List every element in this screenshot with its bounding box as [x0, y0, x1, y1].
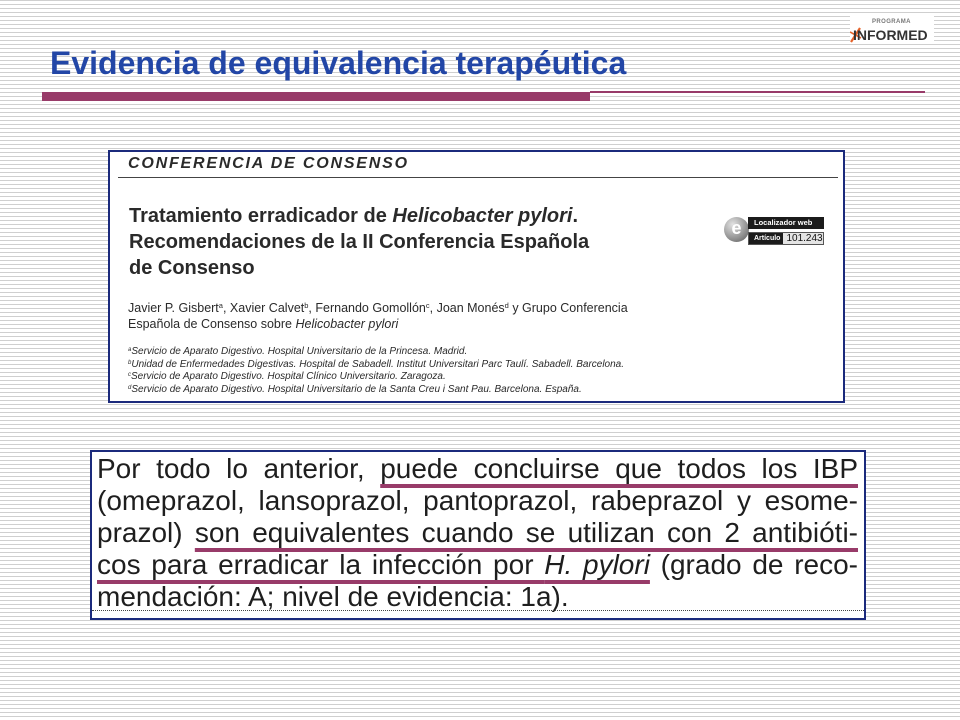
section-divider	[118, 177, 838, 178]
author-group: Grupo Conferencia	[522, 301, 628, 315]
author-group: Española de Consenso sobre	[128, 317, 296, 331]
article-title-species: Helicobacter pylori	[392, 205, 573, 227]
web-locator-article	[748, 232, 824, 245]
author-separator: y	[508, 301, 523, 315]
authors-line	[128, 300, 628, 316]
title-accent-bar	[42, 92, 590, 101]
title-accent-line	[590, 91, 925, 93]
recommendation-quote	[90, 450, 866, 620]
quote-text-plain: Por todo lo anterior,	[97, 453, 381, 484]
article-title-line	[129, 203, 589, 229]
affiliation-text: Servicio de Aparato Digestivo. Hospital Universitario de la Santa Creu i Sant Pau. Barcelona. España.	[131, 383, 582, 395]
quote-line	[97, 517, 858, 549]
article-authors	[128, 300, 628, 332]
affiliation-item	[128, 384, 624, 397]
quote-line	[97, 453, 858, 485]
authors-line	[128, 316, 628, 332]
quote-line: mendación: A; nivel de evidencia: 1a).	[97, 581, 569, 612]
quote-highlight: cos para erradicar la infección por	[97, 549, 545, 580]
article-header-excerpt	[108, 150, 845, 403]
quote-text	[97, 453, 858, 613]
quote-text-plain: prazol)	[97, 517, 195, 548]
article-title-line: de Consenso	[129, 257, 255, 279]
web-locator-label: Localizador web	[748, 217, 824, 229]
author-affiliation-mark: b	[304, 301, 309, 310]
author-name: Xavier Calvet	[229, 301, 305, 315]
author-affiliation-mark: d	[504, 301, 509, 310]
author-separator: ,	[308, 301, 316, 315]
article-title-line: Recomendaciones de la II Conferencia Española	[129, 231, 590, 253]
affiliation-item	[128, 359, 624, 372]
affiliation-mark: c	[128, 372, 131, 379]
author-separator: ,	[222, 301, 230, 315]
author-group-species: Helicobacter pylori	[295, 317, 399, 331]
article-label: Artículo	[749, 233, 783, 244]
author-affiliation-mark: a	[218, 301, 223, 310]
article-section-heading: CONFERENCIA DE CONSENSO	[128, 155, 409, 172]
logo-brand-text: INFORMED	[853, 27, 928, 43]
article-title-period: .	[572, 205, 579, 227]
web-locator-glyph: e	[731, 218, 742, 238]
web-locator-badge	[724, 214, 828, 246]
article-number: 101.243	[786, 233, 823, 244]
author-separator: ,	[429, 301, 437, 315]
affiliation-item	[128, 371, 624, 384]
affiliation-text: Servicio de Aparato Digestivo. Hospital Universitario de la Princesa. Madrid.	[131, 346, 468, 357]
affiliation-mark: d	[128, 384, 132, 391]
quote-highlight: puede concluirse que todos los IBP	[380, 453, 858, 484]
affiliations-list	[128, 346, 624, 396]
slide-title: Evidencia de equivalencia terapéutica	[50, 45, 627, 81]
quote-line: (omeprazol, lansoprazol, pantoprazol, rabeprazol y esome-	[97, 485, 858, 516]
logo-program-text: PROGRAMA	[872, 19, 911, 25]
author-name: Javier P. Gisbert	[128, 301, 219, 315]
affiliation-mark: b	[128, 359, 132, 366]
web-locator-icon	[724, 217, 749, 242]
quote-highlight: son equivalentes cuando se utilizan con 2 antibióti-	[194, 517, 858, 548]
quote-highlight-species: H. pylori	[544, 549, 650, 580]
article-title-text: Tratamiento erradicador de	[129, 205, 393, 227]
affiliation-text: Unidad de Enfermedades Digestivas. Hospital de Sabadell. Institut Universitari Parc Taulí. Sabadell. Barcelona.	[131, 358, 625, 370]
author-affiliation-mark: c	[425, 301, 430, 310]
author-name: Fernando Gomollón	[315, 301, 426, 315]
affiliation-mark: a	[128, 347, 132, 353]
author-name: Joan Monés	[436, 301, 505, 315]
article-title	[129, 203, 589, 281]
quote-text-plain: (grado de reco-	[649, 549, 858, 580]
informed-logo	[850, 16, 934, 44]
quote-line	[97, 549, 858, 581]
dotted-rule	[92, 610, 864, 611]
affiliation-item	[128, 346, 624, 359]
affiliation-text: Servicio de Aparato Digestivo. Hospital Clínico Universitario. Zaragoza.	[131, 371, 446, 383]
